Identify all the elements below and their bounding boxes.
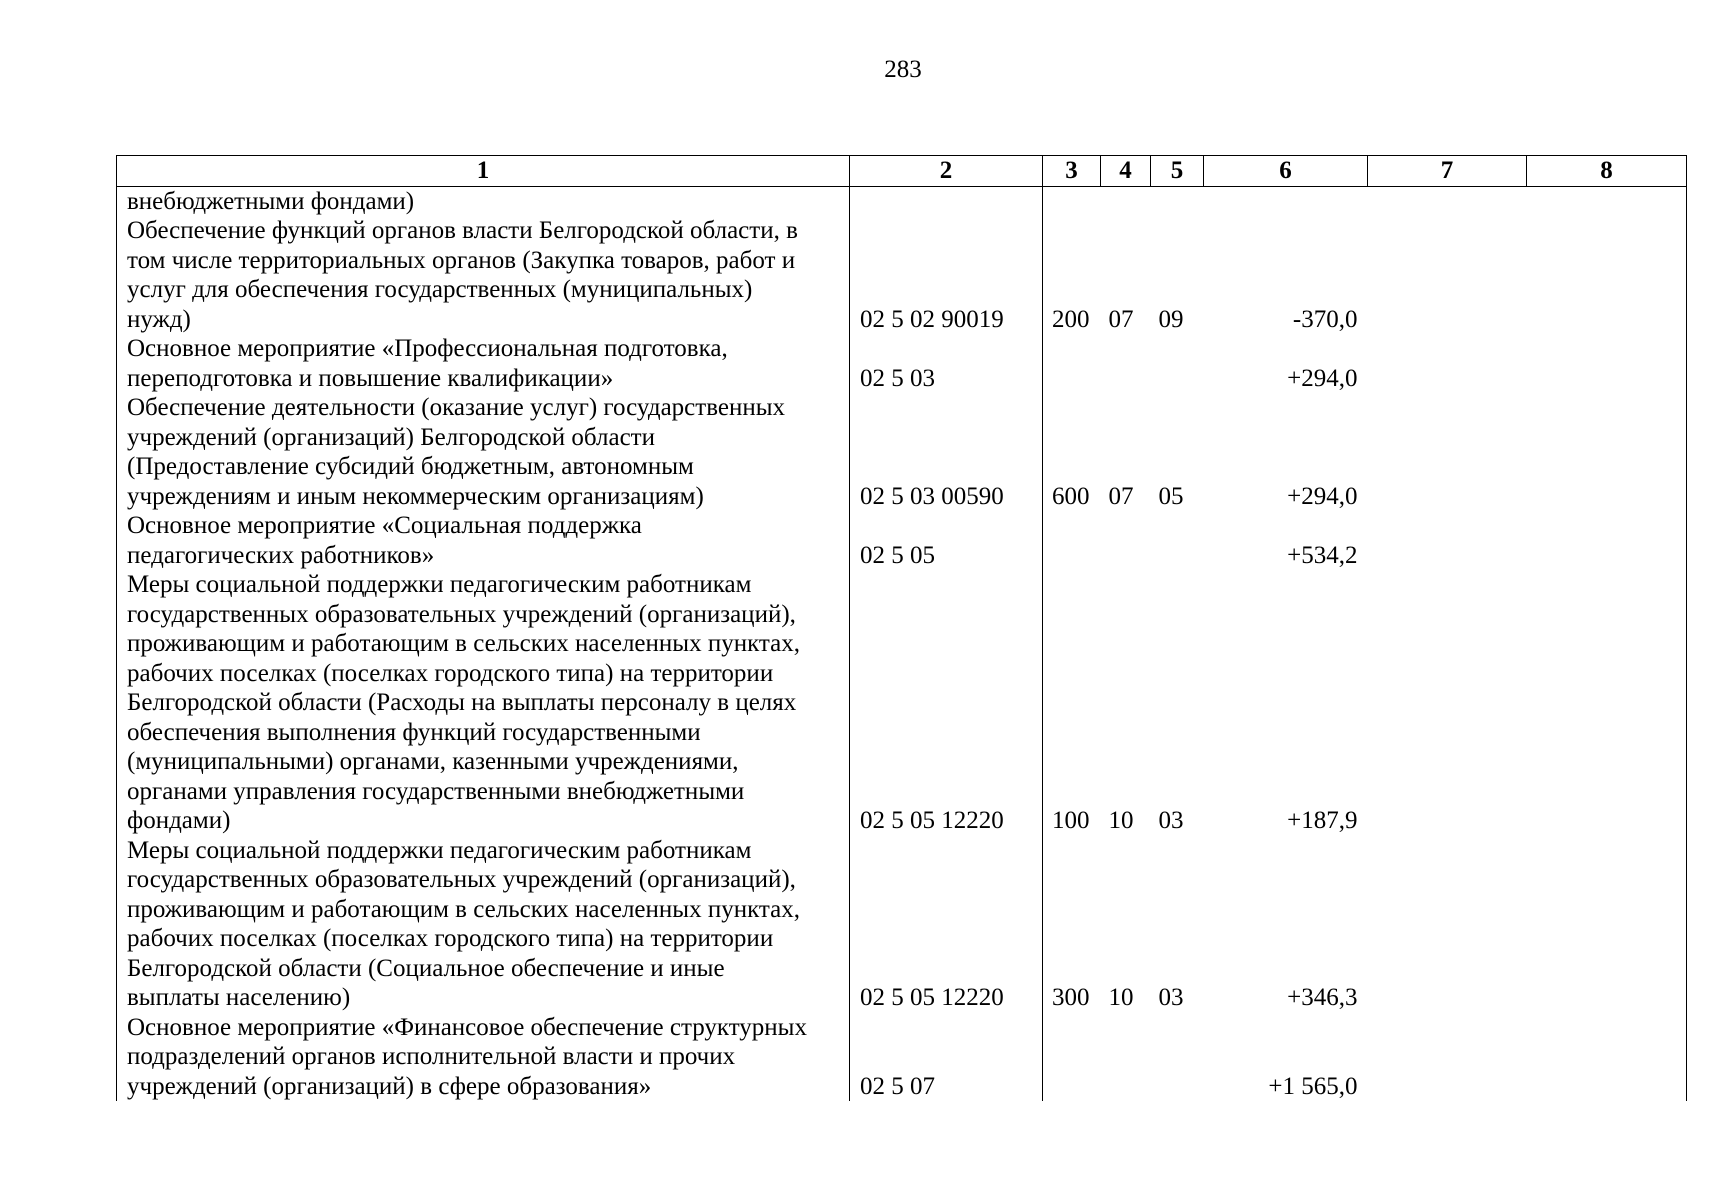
expenditure-name-line: обеспечения выполнения функций государственными bbox=[127, 718, 701, 746]
section-code bbox=[1101, 334, 1151, 393]
expenditure-name-line: рабочих поселках (поселках городского типа) на территории bbox=[127, 925, 774, 952]
column-8-value bbox=[1527, 186, 1687, 216]
table-row bbox=[117, 836, 1687, 1013]
budget-code bbox=[850, 186, 1043, 216]
expenditure-name-line: Обеспечение функций органов власти Белгородской области, в bbox=[127, 217, 798, 244]
expense-type-code: 600 bbox=[1052, 482, 1090, 510]
column-header: 6 bbox=[1204, 156, 1368, 187]
amount-change: +346,3 bbox=[1287, 984, 1358, 1011]
expenditure-name bbox=[117, 186, 850, 216]
expenditure-name-line: переподготовка и повышение квалификации» bbox=[127, 364, 614, 392]
expenditure-name-line: Основное мероприятие «Социальная поддержка bbox=[127, 512, 642, 539]
amount-change: +294,0 bbox=[1287, 482, 1358, 510]
expenditure-name bbox=[117, 836, 850, 1013]
expenditure-name-line: проживающим и работающим в сельских населенных пунктах, bbox=[127, 630, 800, 657]
column-7-value bbox=[1368, 216, 1527, 334]
expenditure-name-line: (муниципальными) органами, казенными учреждениями, bbox=[127, 748, 739, 775]
column-8-value bbox=[1527, 393, 1687, 511]
expenditure-name-line: рабочих поселках (поселках городского типа) на территории bbox=[127, 659, 774, 687]
expenditure-name bbox=[117, 334, 850, 393]
subsection-code bbox=[1151, 186, 1204, 216]
expense-type-code bbox=[1043, 334, 1101, 393]
column-7-value bbox=[1368, 334, 1527, 393]
table-row bbox=[117, 570, 1687, 836]
section-code: 07 bbox=[1108, 305, 1134, 333]
table-header-row bbox=[117, 156, 1687, 187]
expenditure-name-line: выплаты населению) bbox=[127, 984, 351, 1011]
expenditure-name-line: государственных образовательных учреждений (организаций), bbox=[127, 866, 796, 893]
expense-type-code bbox=[1043, 1013, 1101, 1102]
column-7-value bbox=[1368, 570, 1527, 836]
subsection-code: 03 bbox=[1158, 807, 1184, 834]
subsection-code: 03 bbox=[1158, 984, 1184, 1011]
budget-code: 02 5 03 00590 bbox=[850, 393, 1043, 511]
column-header: 5 bbox=[1151, 156, 1204, 187]
expenditure-name-line: нужд) bbox=[127, 305, 191, 333]
expense-type-code: 100 bbox=[1052, 807, 1090, 834]
subsection-code bbox=[1151, 1013, 1204, 1102]
table-body bbox=[117, 186, 1687, 1101]
expenditure-name bbox=[117, 570, 850, 836]
section-code bbox=[1101, 1013, 1151, 1102]
expenditure-name-line: учреждений (организаций) Белгородской области bbox=[127, 423, 655, 451]
table-row bbox=[117, 186, 1687, 216]
expenditure-name-line: Меры социальной поддержки педагогическим работникам bbox=[127, 571, 752, 598]
expenditure-name-line: Основное мероприятие «Финансовое обеспечение структурных bbox=[127, 1013, 807, 1041]
expenditure-name-line: учреждениям и иным некоммерческим организациям) bbox=[127, 482, 704, 510]
section-code bbox=[1101, 511, 1151, 570]
table-row bbox=[117, 511, 1687, 570]
column-header: 1 bbox=[117, 156, 850, 187]
section-code: 10 bbox=[1108, 807, 1134, 834]
subsection-code: 09 bbox=[1158, 305, 1184, 333]
expenditure-name bbox=[117, 393, 850, 511]
section-code bbox=[1101, 186, 1151, 216]
expenditure-name bbox=[117, 216, 850, 334]
expenditure-name-line: подразделений органов исполнительной власти и прочих bbox=[127, 1043, 736, 1070]
column-8-value bbox=[1527, 836, 1687, 1013]
expenditure-name bbox=[117, 1013, 850, 1102]
column-header: 3 bbox=[1043, 156, 1101, 187]
expenditure-name-line: Обеспечение деятельности (оказание услуг) государственных bbox=[127, 394, 786, 421]
expense-type-code bbox=[1043, 511, 1101, 570]
amount-change: +534,2 bbox=[1287, 541, 1358, 569]
column-7-value bbox=[1368, 393, 1527, 511]
budget-table-container bbox=[116, 155, 1686, 1101]
column-8-value bbox=[1527, 334, 1687, 393]
table-row bbox=[117, 216, 1687, 334]
section-code: 07 bbox=[1108, 482, 1134, 510]
amount-change: -370,0 bbox=[1292, 305, 1358, 333]
budget-code: 02 5 02 90019 bbox=[850, 216, 1043, 334]
expense-type-code: 200 bbox=[1052, 305, 1090, 333]
column-header: 7 bbox=[1368, 156, 1527, 187]
column-7-value bbox=[1368, 186, 1527, 216]
expense-type-code bbox=[1043, 186, 1101, 216]
expenditure-name-line: (Предоставление субсидий бюджетным, автономным bbox=[127, 453, 694, 480]
expenditure-name-line: Белгородской области (Социальное обеспечение и иные bbox=[127, 954, 725, 982]
expenditure-name-line: педагогических работников» bbox=[127, 541, 435, 569]
budget-code: 02 5 05 12220 bbox=[850, 570, 1043, 836]
column-7-value bbox=[1368, 1013, 1527, 1102]
column-header: 4 bbox=[1101, 156, 1151, 187]
budget-table bbox=[116, 155, 1687, 1101]
expenditure-name-line: фондами) bbox=[127, 807, 231, 834]
expenditure-name-line: Белгородской области (Расходы на выплаты персоналу в целях bbox=[127, 689, 797, 716]
page-number: 283 bbox=[884, 56, 922, 83]
table-row bbox=[117, 334, 1687, 393]
column-8-value bbox=[1527, 570, 1687, 836]
subsection-code: 05 bbox=[1158, 482, 1184, 510]
budget-code: 02 5 07 bbox=[850, 1013, 1043, 1102]
expenditure-name-line: учреждений (организаций) в сфере образования» bbox=[127, 1072, 652, 1100]
expense-type-code: 300 bbox=[1052, 984, 1090, 1011]
expenditure-name-line: том числе территориальных органов (Закупка товаров, работ и bbox=[127, 246, 796, 274]
expenditure-name bbox=[117, 511, 850, 570]
expenditure-name-line: услуг для обеспечения государственных (муниципальных) bbox=[127, 276, 753, 303]
amount-change: +294,0 bbox=[1287, 364, 1358, 392]
expenditure-name-line: проживающим и работающим в сельских населенных пунктах, bbox=[127, 895, 800, 923]
expenditure-name-line: внебюджетными фондами) bbox=[127, 187, 415, 215]
expenditure-name-line: Меры социальной поддержки педагогическим работникам bbox=[127, 836, 752, 864]
subsection-code bbox=[1151, 334, 1204, 393]
expenditure-name-line: государственных образовательных учреждений (организаций), bbox=[127, 600, 796, 628]
column-8-value bbox=[1527, 216, 1687, 334]
budget-code: 02 5 05 bbox=[850, 511, 1043, 570]
column-7-value bbox=[1368, 511, 1527, 570]
amount-change: +1 565,0 bbox=[1268, 1072, 1358, 1100]
column-header: 8 bbox=[1527, 156, 1687, 187]
amount-change bbox=[1204, 186, 1368, 216]
subsection-code bbox=[1151, 511, 1204, 570]
expenditure-name-line: органами управления государственными внебюджетными bbox=[127, 777, 745, 805]
section-code: 10 bbox=[1108, 984, 1134, 1011]
expenditure-name-line: Основное мероприятие «Профессиональная подготовка, bbox=[127, 335, 728, 362]
column-8-value bbox=[1527, 511, 1687, 570]
column-header: 2 bbox=[850, 156, 1043, 187]
budget-code: 02 5 03 bbox=[850, 334, 1043, 393]
amount-change: +187,9 bbox=[1287, 807, 1358, 834]
table-row bbox=[117, 1013, 1687, 1102]
column-7-value bbox=[1368, 836, 1527, 1013]
table-row bbox=[117, 393, 1687, 511]
column-8-value bbox=[1527, 1013, 1687, 1102]
budget-code: 02 5 05 12220 bbox=[850, 836, 1043, 1013]
